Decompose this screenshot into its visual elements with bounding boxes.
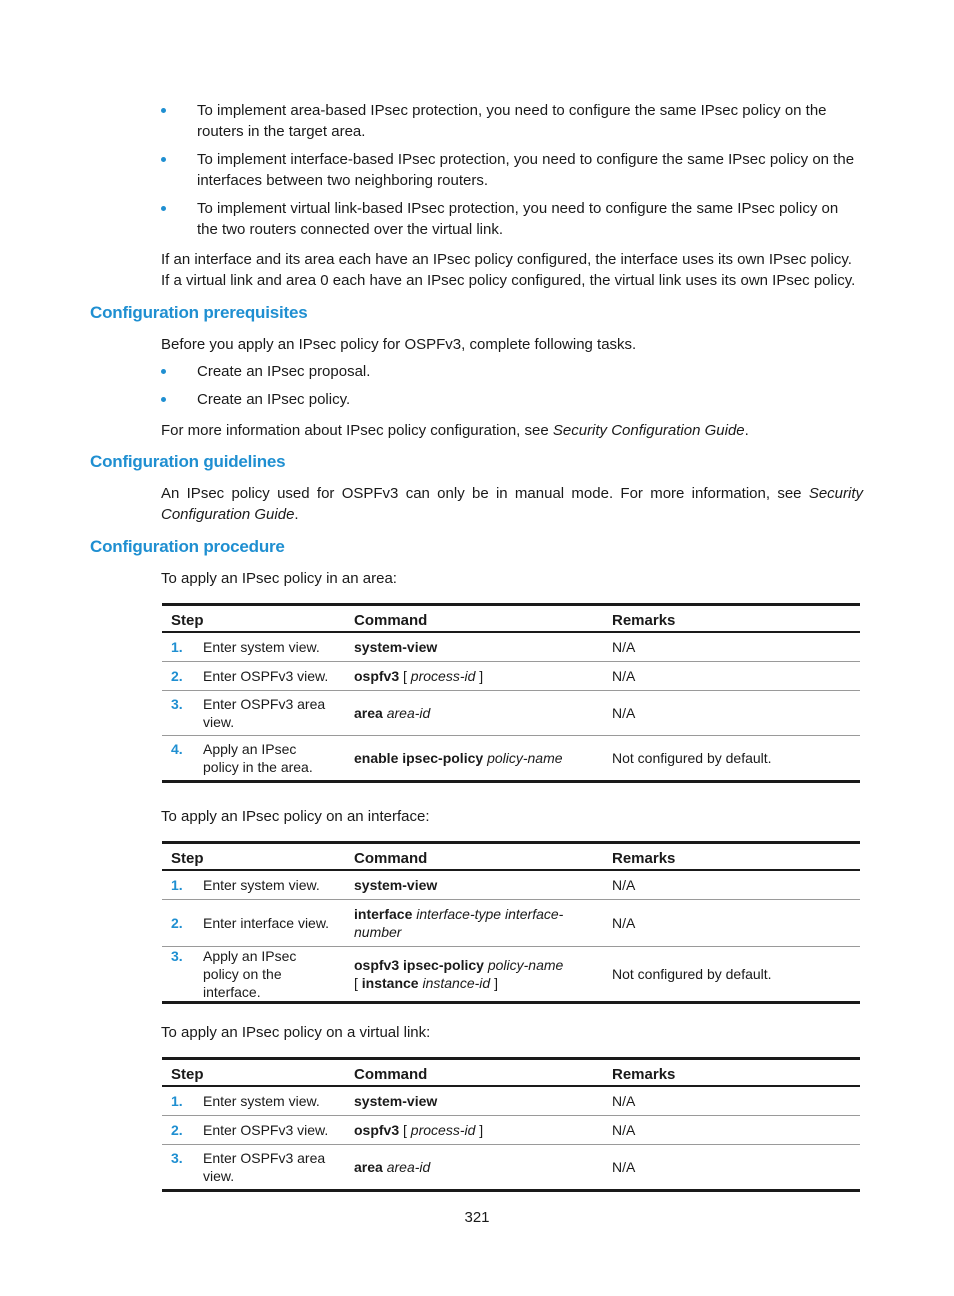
guide-reference: Security Configuration Guide <box>552 422 745 439</box>
bullet-interface-protection: To implement interface-based IPsec protection, you need to configure the same IPsec policy on the interfaces between two neighboring routers. <box>161 149 863 191</box>
bullet-create-proposal: Create an IPsec proposal. <box>161 361 863 382</box>
table-row: 1. Enter system view. system-view N/A <box>162 1086 860 1115</box>
bullet-virtual-link-protection: To implement virtual link-based IPsec protection, you need to configure the same IPsec policy on the two routers connected over the virtual link. <box>161 198 863 240</box>
table-row: 2. Enter interface view. interface interface-type interface-number N/A <box>162 899 860 946</box>
header-command: Command <box>345 605 603 633</box>
area-ipsec-table <box>162 603 860 783</box>
guide-reference: Security Configuration Guide <box>161 485 863 523</box>
heading-prerequisites: Configuration prerequisites <box>90 303 308 322</box>
header-remarks: Remarks <box>603 605 860 633</box>
bullet-dot-icon <box>161 206 166 211</box>
area-table-intro: To apply an IPsec policy in an area: <box>161 570 397 587</box>
header-step: Step <box>162 843 345 871</box>
intro-paragraph: If an interface and its area each have an IPsec policy configured, the interface uses its own IPsec policy. If a virtual link and area 0 each have an IPsec policy configured, the virtual link uses its own IPsec policy. <box>161 251 856 289</box>
bullet-area-protection: To implement area-based IPsec protection, you need to configure the same IPsec policy on the routers in the target area. <box>161 100 863 142</box>
table-row: 3. Enter OSPFv3 area view. area area-id N/A <box>162 1144 860 1190</box>
bullet-dot-icon <box>161 397 166 402</box>
guidelines-text: An IPsec policy used for OSPFv3 can only be in manual mode. For more information, see Security Configuration Guide. <box>161 485 863 523</box>
header-command: Command <box>345 843 603 871</box>
virtual-link-ipsec-table <box>162 1057 860 1192</box>
header-remarks: Remarks <box>603 1059 860 1087</box>
interface-table-intro: To apply an IPsec policy on an interface: <box>161 808 430 825</box>
header-command: Command <box>345 1059 603 1087</box>
bullet-create-policy: Create an IPsec policy. <box>161 389 863 410</box>
table-row: 3. Enter OSPFv3 area view. area area-id N/A <box>162 690 860 735</box>
table-row: 2. Enter OSPFv3 view. ospfv3 [ process-id ] N/A <box>162 661 860 690</box>
bullet-dot-icon <box>161 157 166 162</box>
table-row: 1. Enter system view. system-view N/A <box>162 870 860 899</box>
header-remarks: Remarks <box>603 843 860 871</box>
bullet-dot-icon <box>161 369 166 374</box>
header-step: Step <box>162 605 345 633</box>
prereq-intro: Before you apply an IPsec policy for OSPFv3, complete following tasks. <box>161 336 637 353</box>
table-row: 3. Apply an IPsec policy on the interface. ospfv3 ipsec-policy policy-name [ instance instance-id ] Not configured by default. <box>162 946 860 1002</box>
header-step: Step <box>162 1059 345 1087</box>
table-row: 1. Enter system view. system-view N/A <box>162 632 860 661</box>
table-row: 4. Apply an IPsec policy in the area. enable ipsec-policy policy-name Not configured by default. <box>162 735 860 781</box>
prereq-more-info: For more information about IPsec policy configuration, see Security Configuration Guide. <box>161 422 749 439</box>
interface-ipsec-table <box>162 841 860 1004</box>
table-row: 2. Enter OSPFv3 view. ospfv3 [ process-id ] N/A <box>162 1115 860 1144</box>
heading-procedure: Configuration procedure <box>90 537 285 556</box>
bullet-dot-icon <box>161 108 166 113</box>
virtual-link-table-intro: To apply an IPsec policy on a virtual link: <box>161 1024 431 1041</box>
heading-guidelines: Configuration guidelines <box>90 452 286 471</box>
page-number: 321 <box>464 1209 490 1226</box>
